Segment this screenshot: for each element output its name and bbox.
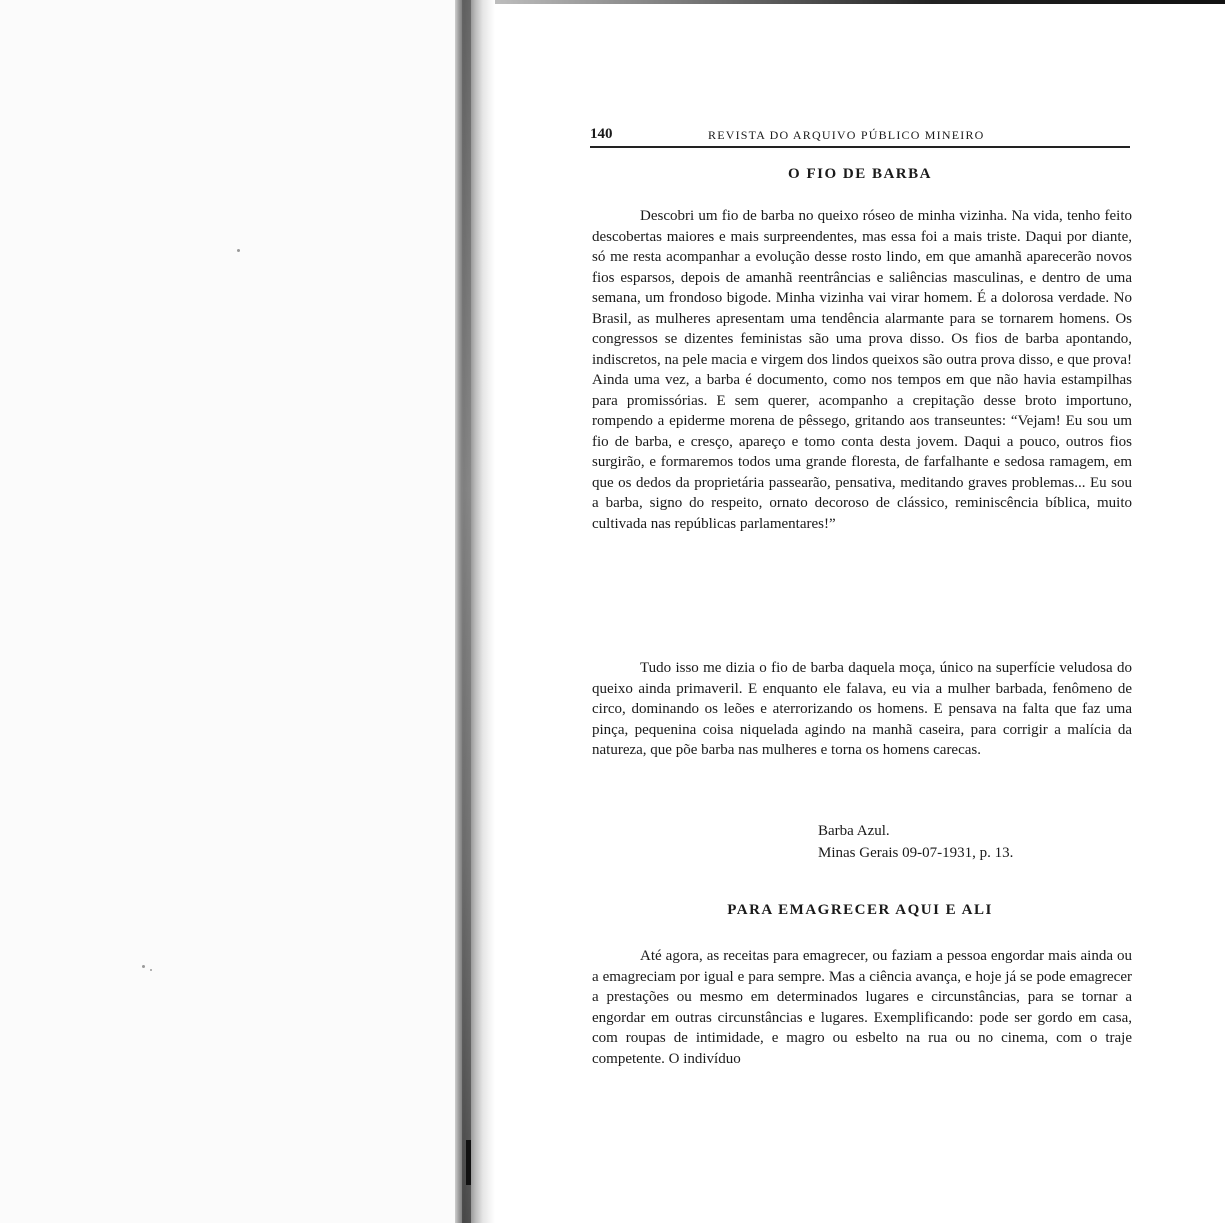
spine-shadow — [462, 0, 471, 1223]
paper-speck — [237, 249, 240, 252]
paper-speck — [142, 965, 145, 968]
page-top-edge — [495, 0, 1225, 4]
signature-source: Minas Gerais 09-07-1931, p. 13. — [818, 845, 1014, 861]
running-head — [590, 120, 1130, 148]
journal-title: REVISTA DO ARQUIVO PÚBLICO MINEIRO — [708, 128, 985, 142]
article-paragraph: Tudo isso me dizia o fio de barba daquela moça, único na superfície veludosa do queixo ainda primaveril. E enquanto ele falava, eu via a mulher barbada, fenômeno de circo, dominando os leões e aterrorizando os homens. E pensava na falta que faz uma pinça, pequenina coisa niquelada agindo na manhã caseira, para corrigir a malícia da natureza, que põe barba nas mulheres e torna os homens carecas. — [592, 660, 1132, 758]
article-paragraph: Até agora, as receitas para emagrecer, ou faziam a pessoa engordar mais ainda ou a emagreciam por igual e para sempre. Mas a ciência avança, e hoje já se pode emagrecer a prestações ou mesmo em determinados lugares e circunstâncias, para se tornar a engordar em outras circunstâncias e lugares. Exemplificando: pode ser gordo em casa, com roupas de intimidade, e magro ou esbelto na rua ou no cinema, com o traje competente. O indivíduo — [592, 948, 1132, 1067]
article-signature — [818, 820, 1013, 864]
spine-mark — [466, 1140, 471, 1185]
paper-speck — [150, 969, 152, 971]
article-title: O FIO DE BARBA — [788, 166, 932, 182]
article-title: PARA EMAGRECER AQUI E ALI — [727, 902, 993, 918]
book-gutter — [455, 0, 495, 1223]
page-number: 140 — [590, 126, 613, 142]
signature-author: Barba Azul. — [818, 823, 890, 839]
article-paragraph: Descobri um fio de barba no queixo róseo de minha vizinha. Na vida, tenho feito descobertas maiores e mais surpreendentes, mas essa foi a mais triste. Daqui por diante, só me resta acompanhar a evolução desse rosto lindo, em que amanhã aparecerão novos fios esparsos, depois de amanhã reentrâncias e saliências masculinas, e dentro de uma semana, um frondoso bigode. Minha vizinha vai virar homem. É a dolorosa verdade. No Brasil, as mulheres apresentam uma tendência alarmante para se tornarem homens. Os congressos se dizentes feministas são uma prova disso. Os fios de barba apontando, indiscretos, na pele macia e virgem dos lindos queixos são outra prova disso, e que prova! Ainda uma vez, a barba é documento, como nos tempos em que não havia estampilhas para promissórias. E sem querer, acompanho a crepitação desse broto importuno, rompendo a epiderme morena de pêssego, gritando aos transeuntes: “Vejam! Eu sou um fio de barba, e cresço, apareço e tomo conta desta jovem. Daqui a pouco, outros fios surgirão, e formaremos todos uma grande floresta, de farfalhante e sedosa ramagem, em que os dedos da proprietária passearão, pensativa, meditando graves problemas... Eu sou a barba, signo do respeito, ornato decoroso de clássico, reminiscência bíblica, muito cultivada nas repúblicas parlamentares!” — [592, 208, 1133, 532]
left-blank-page — [0, 0, 455, 1223]
right-page — [590, 120, 1133, 1220]
